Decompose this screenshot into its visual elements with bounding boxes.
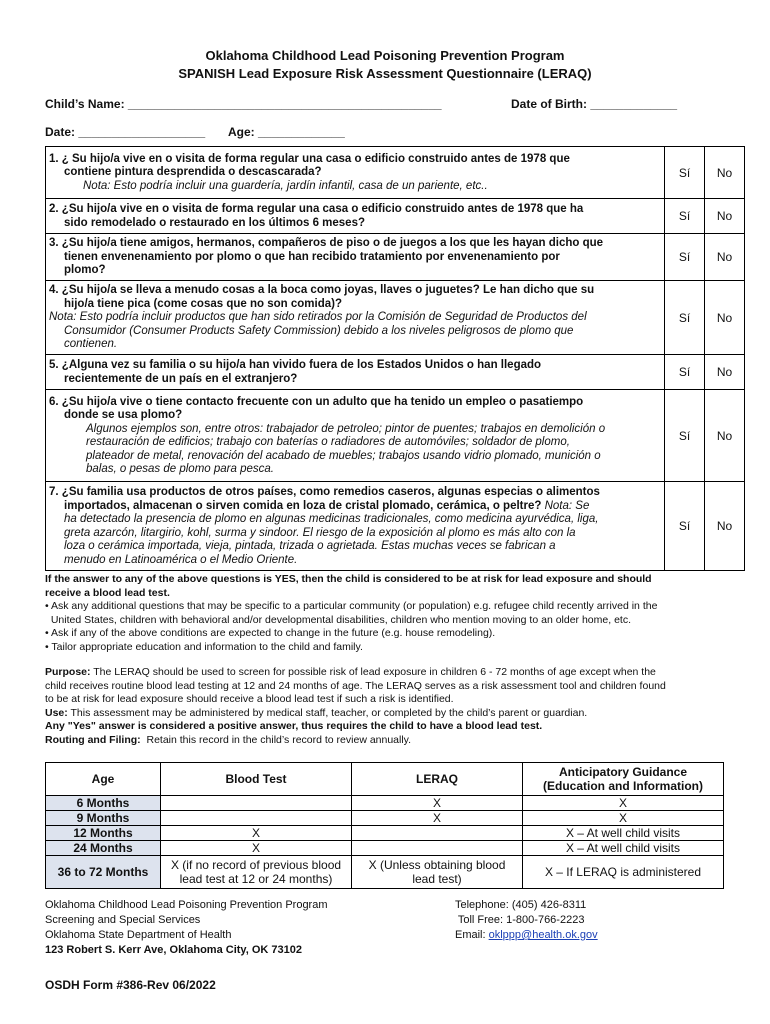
schedule-row: 6 Months X X (46, 796, 724, 811)
footer-contact: Telephone: (405) 426-8311 Toll Free: 1-800-766-2223 Email: oklppp@health.ok.gov (455, 899, 598, 941)
question-row (46, 234, 745, 281)
email-link[interactable]: oklppp@health.ok.gov (488, 929, 598, 941)
question-row (46, 147, 745, 199)
question-row (46, 390, 745, 482)
schedule-header-row (46, 763, 724, 796)
question-6: 6. ¿Su hijo/a vive o tiene contacto frecuente con un adulto que ha tenido un empleo o pasatiempo donde se usa plomo? Algunos ejemplos son, entre otros: trabajador de petroleo; pintor de puentes; trabajos en demolición o restauración de edificios; trabajo con baterías o radiadores de automóviles; soldador de plomo, plateador de metal, renovación del acabado de muebles; trabajos usando vidrio plomado, munición o balas, o pesas de plomo para pesca. (46, 390, 665, 482)
yes-option[interactable]: Sí (665, 355, 705, 390)
yes-option[interactable]: Sí (665, 234, 705, 281)
instructions: If the answer to any of the above questions is YES, then the child is considered to be at risk for lead exposure and should receive a blood lead test. • Ask any additional questions that may be specific to a particular community (or population) e.g. refugee child recently arrived in the United States, children with behavioral and/or developmental disabilities, children who mention moving to an older home, etc. • Ask if any of the above conditions are expected to change in the future (e.g. house remodeling). • Tailor appropriate education and information to the child and family. (45, 573, 658, 653)
form-number: OSDH Form #386-Rev 06/2022 (45, 978, 216, 992)
no-option[interactable]: No (705, 147, 745, 199)
question-7: 7. ¿Su familia usa productos de otros países, como remedios caseros, algunas especias o alimentos importados, almacenan o sirven comida en loza de cristal plomado, cerámica, o peltre? Nota: Se ha detectado la presencia de plomo en algunas medicinas tradicionales, como medicina ayurvédica, liga, greta azarcón, litargirio, kohl, surma y sindoor. El riesgo de la exposición al plomo es más alto con la loza o cerámica importada, vieja, pintada, trizada o agrietada. Estas muchas veces se fabrican a menudo en Latinoamérica o el Medio Oriente. (46, 482, 665, 571)
question-note: Nota: Esto podría incluir una guardería, jardín infantil, casa de un pariente, etc.. (83, 179, 488, 192)
schedule-row: 9 Months X X (46, 811, 724, 826)
header-blood-test: Blood Test (161, 763, 352, 796)
yes-option[interactable]: Sí (665, 199, 705, 234)
question-2: 2. ¿Su hijo/a vive en o visita de forma regular una casa o edificio construido antes de 1978 que ha sido remodelado o restaurado en los últimos 6 meses? (46, 199, 665, 234)
schedule-table (45, 762, 724, 889)
header-guidance: Anticipatory Guidance (Education and Information) (523, 763, 724, 796)
schedule-row: 36 to 72 Months X (if no record of previous blood lead test at 12 or 24 months) X (Unless obtaining blood lead test) X – If LERAQ is administered (46, 856, 724, 889)
yes-option[interactable]: Sí (665, 147, 705, 199)
question-4: 4. ¿Su hijo/a se lleva a menudo cosas a la boca como joyas, llaves o juguetes? Le han dicho que su hijo/a tiene pica (come cosas que no son comida)? Nota: Esto podría incluir productos que han sido retirados por la Comisión de Seguridad de Productos del Consumidor (Consumer Products Safety Commission) debido a los niveles peligrosos de plomo que contienen. (46, 281, 665, 355)
age-field[interactable]: Age: _____________ (228, 125, 345, 139)
no-option[interactable]: No (705, 355, 745, 390)
date-field[interactable]: Date: ___________________ (45, 125, 206, 139)
child-name-field[interactable]: Child’s Name: _______________________________________________ (45, 97, 442, 111)
question-row (46, 281, 745, 355)
schedule-row: 24 Months X X – At well child visits (46, 841, 724, 856)
yes-option[interactable]: Sí (665, 482, 705, 571)
header-age: Age (46, 763, 161, 796)
question-3: 3. ¿Su hijo/a tiene amigos, hermanos, compañeros de piso o de juegos a los que les hayan dicho que tienen envenenamiento por plomo o que han recibido tratamiento por envenenamiento por plomo? (46, 234, 665, 281)
question-row (46, 482, 745, 571)
date-of-birth-field[interactable]: Date of Birth: _____________ (511, 97, 678, 111)
question-5: 5. ¿Alguna vez su familia o su hijo/a han vivido fuera de los Estados Unidos o han llegado recientemente de un país en el extranjero? (46, 355, 665, 390)
footer-address: Oklahoma Childhood Lead Poisoning Prevention Program Screening and Special Services Oklahoma State Department of Health 123 Robert S. Kerr Ave, Oklahoma City, OK 73102 (45, 899, 328, 956)
question-row (46, 199, 745, 234)
document-subtitle: SPANISH Lead Exposure Risk Assessment Questionnaire (LERAQ) (178, 66, 592, 81)
yes-option[interactable]: Sí (665, 390, 705, 482)
header-leraq: LERAQ (352, 763, 523, 796)
no-option[interactable]: No (705, 234, 745, 281)
no-option[interactable]: No (705, 199, 745, 234)
no-option[interactable]: No (705, 390, 745, 482)
schedule-row: 12 Months X X – At well child visits (46, 826, 724, 841)
purpose-section: Purpose: The LERAQ should be used to screen for possible risk of lead exposure in children 6 - 72 months of age except when the child receives routine blood lead testing at 12 and 24 months of age. The LERAQ serves as a risk assessment tool and children found to be at risk for lead exposure should receive a blood lead test if such a risk is identified. Use: This assessment may be administered by medical staff, teacher, or completed by the child’s parent or guardian. Any "Yes" answer is considered a positive answer, thus requires the child to have a blood lead test. Routing and Filing: Retain this record in the child’s record to review annually. (45, 666, 666, 746)
question-1: 1. ¿ Su hijo/a vive en o visita de forma regular una casa o edificio construido antes de 1978 que contiene pintura desprendida o descascarada? Nota: Esto podría incluir una guardería, jardín infantil, casa de un pariente, etc.. (46, 147, 665, 199)
no-option[interactable]: No (705, 482, 745, 571)
question-row (46, 355, 745, 390)
questionnaire-table (45, 146, 745, 571)
yes-option[interactable]: Sí (665, 281, 705, 355)
document-title: Oklahoma Childhood Lead Poisoning Prevention Program (205, 48, 565, 63)
no-option[interactable]: No (705, 281, 745, 355)
